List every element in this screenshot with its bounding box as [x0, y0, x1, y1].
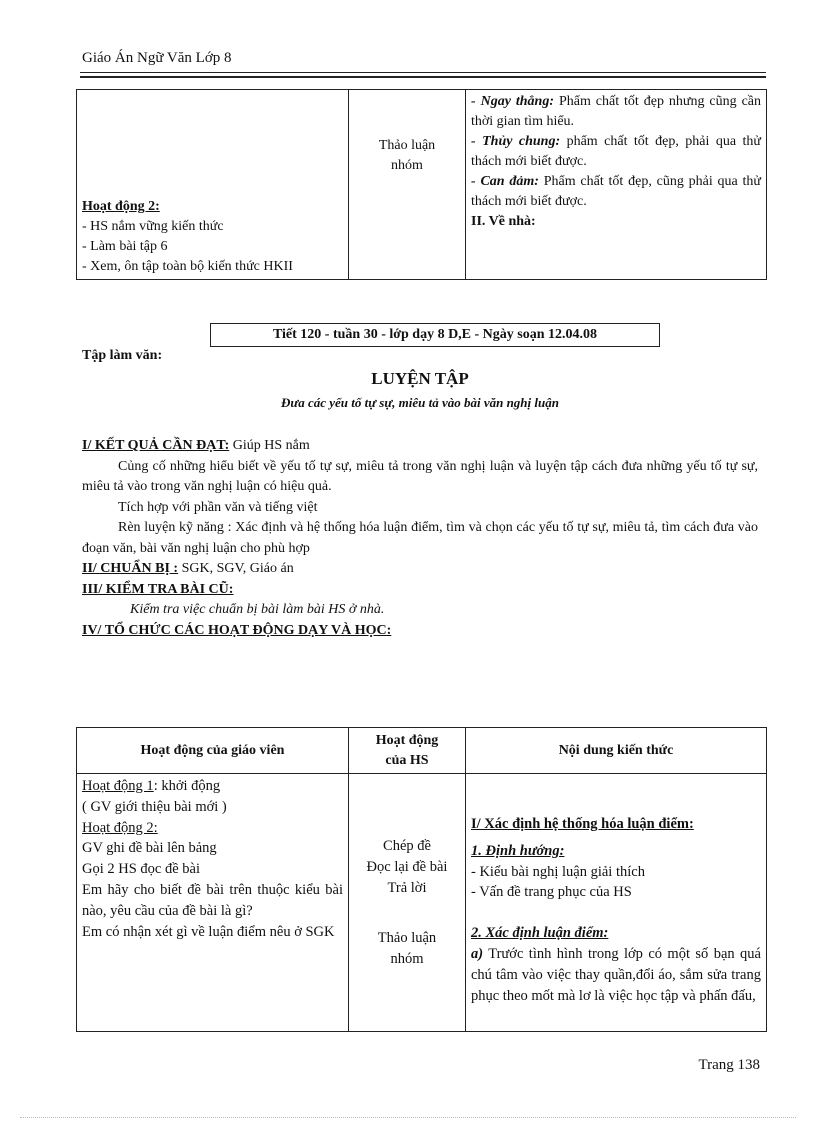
activities-table — [76, 727, 767, 1032]
document-header-title: Giáo Án Ngữ Văn Lớp 8 — [82, 50, 232, 66]
student-activity-line: nhóm — [390, 951, 424, 968]
page-number: Trang 138 — [698, 1057, 760, 1073]
student-activity-line: Thảo luận — [377, 930, 437, 947]
lesson-info-box: Tiết 120 - tuần 30 - lớp dạy 8 D,E - Ngày soạn 12.04.08 — [210, 323, 660, 347]
activity-line: Em có nhận xét gì về luận điểm nêu ở SGK — [82, 923, 335, 940]
section-3-heading: III/ KIỂM TRA BÀI CŨ: — [82, 581, 234, 597]
student-activity-cell — [349, 90, 466, 280]
section-2-heading: II/ CHUẨN BỊ : SGK, SGV, Giáo án — [82, 561, 294, 576]
activity-line: - Xem, ôn tập toàn bộ kiến thức HKII — [82, 259, 293, 274]
trait-honest: - Ngay thẳng: Phẩm chất tốt đẹp nhưng cũng cần thời gian tìm hiểu. — [471, 94, 761, 129]
activity-1-note: ( GV giới thiệu bài mới ) — [82, 798, 227, 815]
activity-line: - Làm bài tập 6 — [82, 239, 168, 254]
activity-line: GV ghi đề bài lên bảng — [82, 840, 217, 857]
objective-paragraph: Củng cố những hiểu biết về yếu tố tự sự, miêu tả trong văn nghị luận và luyện tập cách đưa những yếu tố tự sự, miêu tả vào trong văn nghị luận có hiệu quả. — [82, 458, 758, 494]
activity-2-title: Hoạt động 2: — [82, 819, 158, 836]
knowledge-cell — [466, 774, 767, 1032]
knowledge-bullet: - Vấn đề trang phục của HS — [471, 884, 632, 901]
activity-line: Gọi 2 HS đọc đề bài — [82, 861, 200, 878]
knowledge-cell — [466, 90, 767, 280]
teacher-activity-cell — [77, 90, 349, 280]
teacher-activity-cell — [77, 774, 349, 1032]
student-activity-line: nhóm — [391, 158, 423, 173]
thesis-subheading: 2. Xác định luận điểm: — [471, 925, 609, 942]
activity-2-title: Hoạt động 2: — [82, 199, 160, 214]
header-teacher-activity: Hoạt động của giáo viên — [77, 728, 349, 774]
student-activity-cell — [349, 774, 466, 1032]
student-activity-line: Chép đề — [383, 838, 431, 854]
header-rule-thin — [80, 72, 766, 73]
check-paragraph: Kiểm tra việc chuẩn bị bài làm bài HS ở nhà. — [130, 602, 385, 617]
section-4-heading: IV/ TỔ CHỨC CÁC HOẠT ĐỘNG DẠY VÀ HỌC: — [82, 622, 392, 638]
section-1-heading: I/ KẾT QUẢ CẦN ĐẠT: Giúp HS nắm — [82, 438, 310, 453]
knowledge-bullet: - Kiểu bài nghị luận giải thích — [471, 863, 645, 880]
header-student-activity: Hoạt động của HS — [349, 728, 466, 774]
activity-line: - HS nắm vững kiến thức — [82, 219, 224, 234]
lesson-category: Tập làm văn: — [82, 348, 163, 363]
knowledge-heading: I/ Xác định hệ thống hóa luận điểm: — [471, 816, 694, 832]
lesson-body — [82, 436, 758, 641]
activity-1: Hoạt động 1: khởi động — [82, 778, 221, 794]
thesis-a: a) Trước tình hình trong lớp có một số bạn quá chú tâm vào việc thay quần,đổi áo, sắm sửa trang phục theo mốt mà lơ là việc học tập và phấn đấu, — [471, 945, 761, 1004]
student-activity-line: Thảo luận — [378, 138, 436, 153]
trait-loyal: - Thủy chung: phẩm chất tốt đẹp, phải qua thử thách mới biết được. — [471, 134, 761, 169]
lesson-subtitle: Đưa các yếu tố tự sự, miêu tả vào bài văn nghị luận — [281, 395, 559, 410]
student-activity-line: Đọc lại đề bài — [366, 858, 448, 875]
header-knowledge-content: Nội dung kiến thức — [466, 728, 767, 774]
trait-brave: - Can đảm: Phẩm chất tốt đẹp, cũng phải qua thử thách mới biết được. — [471, 174, 761, 209]
homework-heading: II. Về nhà: — [471, 214, 536, 229]
orientation-subheading: 1. Định hướng: — [471, 842, 565, 859]
page-edge-divider — [20, 1117, 796, 1118]
student-activity-line: Trả lời — [387, 879, 427, 896]
lesson-title: LUYỆN TẬP — [371, 369, 469, 388]
skills-paragraph: Rèn luyện kỹ năng : Xác định và hệ thống hóa luận điểm, tìm và chọn các yếu tố tự sự, miêu tả, tìm cách đưa vào đoạn văn, bài văn nghị luận cho phù hợp — [82, 520, 758, 556]
header-rule-thick — [80, 76, 766, 78]
activity-line: Em hãy cho biết đề bài trên thuộc kiểu bài nào, yêu cầu của đề bài là gì? — [82, 881, 343, 919]
integration-paragraph: Tích hợp với phần văn và tiếng việt — [118, 499, 318, 515]
continuation-table — [76, 89, 767, 280]
